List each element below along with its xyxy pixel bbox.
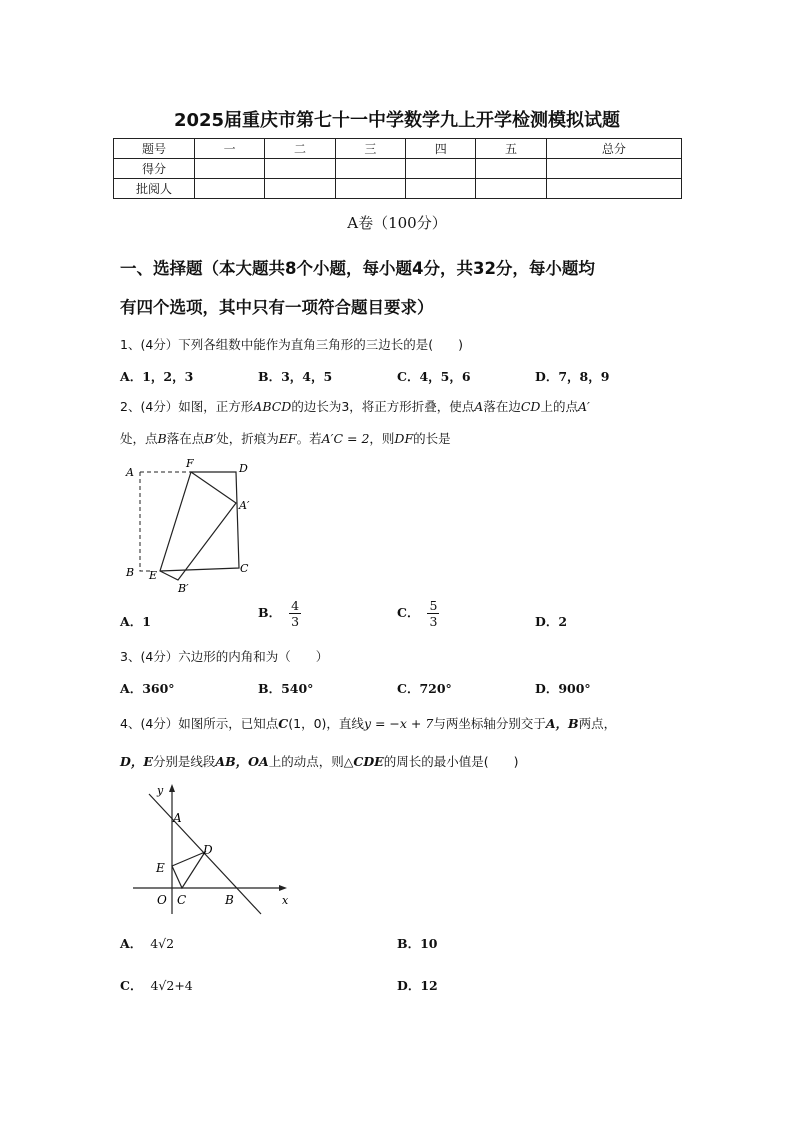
q4-option-a (120, 934, 174, 952)
table-cell: 五 (476, 139, 546, 159)
denominator: 3 (291, 614, 300, 629)
table-row (114, 159, 682, 179)
q2-text: 处，点 (120, 431, 158, 446)
q4-option-c (120, 976, 193, 994)
q4-option-c-prefix: C． (120, 978, 143, 993)
q2-option-b-prefix: B． (258, 605, 282, 620)
q2-option-c-fraction (427, 598, 439, 629)
q4-option-c-value: 4√2+4 (150, 978, 193, 993)
q4-option-a-value: 4√2 (150, 936, 175, 951)
question-4-stem-line2 (120, 752, 680, 770)
table-cell: 三 (335, 139, 405, 159)
label-b: B (126, 566, 135, 579)
q4-text: 两点， (578, 716, 617, 731)
label-a-prime: A′ (239, 499, 250, 512)
y-axis-arrow (169, 784, 175, 792)
triangle-cde (172, 852, 205, 888)
table-cell: 得分 (114, 159, 195, 179)
folded-quadrilateral (160, 472, 236, 580)
q2-text: 处，折痕为 (216, 431, 279, 446)
q2-text: 的长是 (413, 431, 451, 446)
numerator: 4 (291, 598, 300, 613)
q2-text: 上的点 (540, 399, 578, 414)
q4-text: 分别是线段 (152, 754, 216, 769)
question-2-stem-line2 (120, 429, 680, 447)
question-3-stem: 3、(4分）六边形的内角和为（ ） (120, 649, 329, 664)
q2-text: 的边长为3，将正方形折叠，使点 (291, 399, 475, 414)
label-f: F (186, 458, 194, 470)
table-cell (476, 159, 546, 179)
q2-var: A′C = 2 (321, 431, 370, 446)
q4-coordinate-figure (125, 780, 300, 920)
q2-text: 2、(4分）如图，正方形 (120, 399, 254, 414)
label-c: C (240, 562, 249, 575)
question-4-stem-line1 (120, 714, 680, 732)
table-cell: 二 (265, 139, 335, 159)
dashed-edge (140, 472, 151, 571)
q3-option-c: C．720° (397, 681, 452, 696)
q2-option-b (258, 598, 301, 629)
table-cell: 四 (406, 139, 476, 159)
table-cell: 总分 (546, 139, 681, 159)
q4-var: y = −x + 7 (363, 716, 434, 731)
denominator: 3 (429, 614, 438, 629)
page-title: 2025届重庆市第七十一中学数学九上开学检测模拟试题 (173, 110, 621, 131)
part-heading-line1: 一、选择题（本大题共8个小题，每小题4分，共32分，每小题均 (120, 259, 595, 278)
q2-var: B (157, 431, 167, 446)
q4-option-b: B．10 (397, 936, 438, 951)
q4-text: 上的动点，则△ (268, 754, 354, 769)
q4-text: 与两坐标轴分别交于 (433, 716, 546, 731)
label-d: D (203, 843, 213, 857)
table-cell (546, 179, 681, 199)
score-table-header-row (114, 139, 682, 159)
table-cell (195, 179, 265, 199)
q1-option-d: D．7，8，9 (535, 369, 610, 384)
label-a: A (126, 466, 134, 479)
q2-option-d: D．2 (535, 614, 568, 629)
q2-var: ABCD (253, 399, 292, 414)
table-cell (546, 159, 681, 179)
q2-var: B′ (204, 431, 217, 446)
q2-text: 。若 (296, 431, 322, 446)
q2-option-c (397, 598, 439, 629)
table-cell (195, 159, 265, 179)
q4-text: 的周长的最小值是( ) (383, 754, 519, 769)
q4-text: 4、(4分）如图所示，已知点 (120, 716, 279, 731)
label-b: B (225, 893, 234, 907)
label-a: A (173, 811, 182, 825)
q3-option-d: D．900° (535, 681, 591, 696)
q4-var: D，E (120, 754, 153, 769)
table-cell: 题号 (114, 139, 195, 159)
q4-option-a-prefix: A． (120, 936, 143, 951)
q2-square-figure (118, 458, 258, 594)
q4-var: AB，OA (215, 754, 269, 769)
q4-var: C (278, 716, 289, 731)
table-row (114, 179, 682, 199)
q1-option-b: B．3，4，5 (258, 369, 333, 384)
q4-var: A，B (545, 716, 579, 731)
part-heading-line2: 有四个选项，其中只有一项符合题目要求） (120, 298, 434, 317)
q3-option-b: B．540° (258, 681, 314, 696)
q2-text: 落在边 (483, 399, 521, 414)
score-table (113, 138, 682, 199)
label-d: D (239, 462, 248, 475)
label-o: O (157, 893, 167, 907)
q1-option-c: C．4，5，6 (397, 369, 471, 384)
table-cell (265, 179, 335, 199)
label-x: x (282, 894, 289, 907)
question-1-stem: 1、(4分）下列各组数中能作为直角三角形的三边长的是( ) (120, 337, 464, 352)
q2-option-a: A．1 (120, 614, 151, 629)
q1-option-a: A．1，2，3 (120, 369, 194, 384)
table-cell (335, 179, 405, 199)
x-axis-arrow (279, 885, 287, 891)
q2-option-b-fraction (289, 598, 301, 629)
label-y: y (157, 784, 164, 797)
q3-option-a: A．360° (120, 681, 175, 696)
label-e: E (149, 569, 158, 582)
q4-text: (1，0) (288, 716, 327, 731)
q2-var: CD (520, 399, 541, 414)
q4-option-d: D．12 (397, 978, 438, 993)
numerator: 5 (429, 598, 438, 613)
question-2-stem-line1 (120, 397, 680, 415)
q2-text: ，则 (369, 431, 395, 446)
label-c: C (177, 893, 187, 907)
table-cell (476, 179, 546, 199)
q2-var: A′ (577, 399, 590, 414)
table-cell (265, 159, 335, 179)
q2-var: A (474, 399, 484, 414)
table-cell (406, 159, 476, 179)
label-e: E (156, 861, 165, 875)
label-b-prime: B′ (178, 582, 189, 594)
q2-var: EF (278, 431, 297, 446)
q2-var: DF (394, 431, 414, 446)
square-edge (160, 472, 239, 571)
table-cell (335, 159, 405, 179)
table-cell: 批阅人 (114, 179, 195, 199)
q2-option-c-prefix: C． (397, 605, 420, 620)
table-cell (406, 179, 476, 199)
q4-text: ，直线 (326, 716, 364, 731)
table-cell: 一 (195, 139, 265, 159)
q4-var: CDE (353, 754, 384, 769)
section-label: A卷（100分） (347, 214, 447, 232)
q2-text: 落在点 (166, 431, 205, 446)
